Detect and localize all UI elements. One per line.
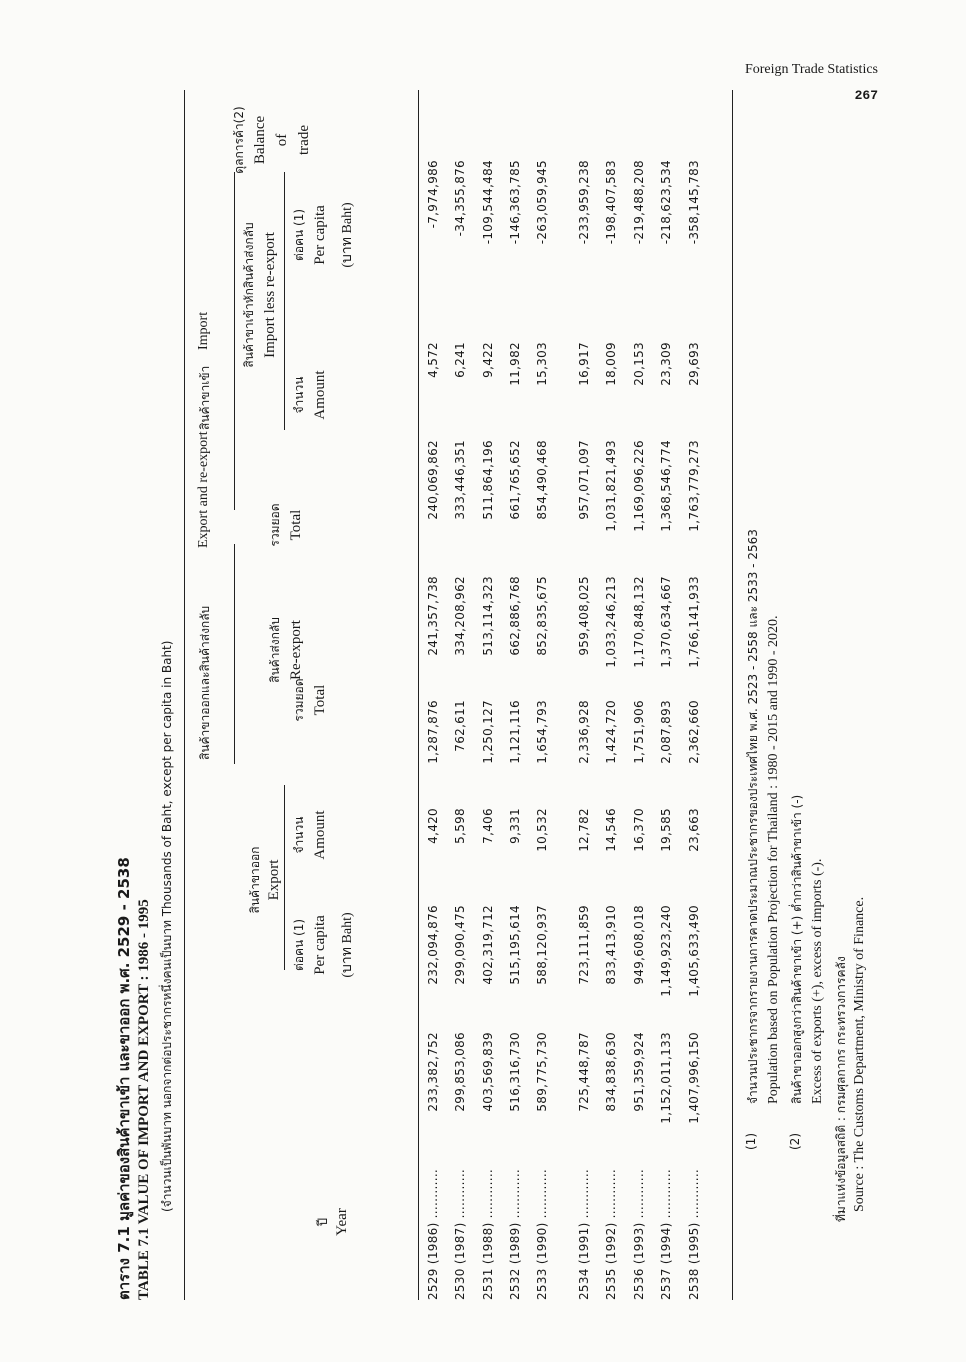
table-cell-balance: -233,959,238 <box>577 160 591 245</box>
col-export-total-en: Total <box>312 684 328 716</box>
table-cell-imp-total: 959,408,025 <box>577 576 591 656</box>
table-cell-reexport: 2,336,928 <box>577 700 591 764</box>
table-cell-balance: -146,363,785 <box>508 160 522 245</box>
table-cell-imp-total: 1,766,141,933 <box>687 576 701 668</box>
table-cell-exp-total: 299,853,086 <box>453 1032 467 1112</box>
table-cell-imp-percap: 15,303 <box>535 342 549 386</box>
table-cell-imp-amount: 957,071,097 <box>577 440 591 520</box>
table-cell-exp-amount: 723,111,859 <box>577 905 591 985</box>
table-title-thai: ตาราง 7.1 มูลค่าของสินค้าขาเข้า และขาออก พ.ศ. 2529 - 2538 <box>115 857 133 1300</box>
table-cell-imp-total: 852,835,675 <box>535 576 549 656</box>
table-cell-balance: -263,059,945 <box>535 160 549 245</box>
table-cell-exp-amount: 833,413,910 <box>604 905 618 985</box>
col-import-total-th: รวมยอด <box>268 503 282 547</box>
table-cell-imp-percap: 16,917 <box>577 342 591 386</box>
export-group-rule <box>234 544 235 764</box>
table-cell-exp-percap: 10,532 <box>535 808 549 852</box>
col-import-amount-en: Amount <box>312 370 328 420</box>
col-import-percap-en: Per capita <box>312 205 328 265</box>
table-cell-imp-amount: 1,169,096,226 <box>632 440 646 532</box>
col-year-th: ปี <box>316 1217 331 1227</box>
table-cell-balance: -34,355,876 <box>453 160 467 237</box>
table-cell-exp-amount: 232,094,876 <box>426 905 440 985</box>
table-cell-imp-total: 1,170,848,132 <box>632 576 646 668</box>
table-cell-exp-amount: 949,608,018 <box>632 905 646 985</box>
table-cell-exp-amount: 588,120,937 <box>535 905 549 985</box>
col-reexport-th: สินค้าส่งกลับ <box>268 617 282 683</box>
unit-note: (จำนวนเป็นพันบาท นอกจากต่อประชากรหนึ่งคนเป็นบาท Thousands of Baht, except per capita in Baht) <box>160 640 174 1212</box>
running-header: Foreign Trade Statistics <box>744 62 878 77</box>
table-cell-imp-amount: 1,031,821,493 <box>604 440 618 532</box>
table-cell-reexport: 2,362,660 <box>687 700 701 764</box>
source-thai: ที่มาแห่งข้อมูลสถิติ : กรมศุลกากร กระทรวงการคลัง <box>834 956 848 1222</box>
table-cell-reexport: 1,424,720 <box>604 700 618 764</box>
table-cell-imp-percap: 11,982 <box>508 342 522 386</box>
table-cell-exp-total: 233,382,752 <box>426 1032 440 1112</box>
table-cell-balance: -218,623,534 <box>659 160 673 245</box>
table-cell-exp-total: 725,448,787 <box>577 1032 591 1112</box>
note1-english: Population based on Population Projection for Thailand : 1980 - 2015 and 1990 - 2020. <box>766 615 781 1104</box>
note1-mark: (1) <box>744 1133 758 1150</box>
table-cell-imp-total: 513,114,323 <box>481 576 495 656</box>
table-cell-imp-amount: 661,765,652 <box>508 440 522 520</box>
table-cell-imp-amount: 240,069,862 <box>426 440 440 520</box>
col-balance-en1: Balance <box>252 115 268 165</box>
source-english: Source : The Customs Department, Ministry of Finance. <box>852 896 867 1212</box>
table-cell-exp-percap: 23,663 <box>687 808 701 852</box>
table-cell-imp-total: 334,208,962 <box>453 576 467 656</box>
table-cell-exp-amount: 515,195,614 <box>508 905 522 985</box>
table-cell-reexport: 1,287,876 <box>426 700 440 764</box>
import-sub-th: สินค้าขาเข้าหักสินค้าส่งกลับ <box>242 222 256 368</box>
table-cell-exp-amount: 1,149,923,240 <box>659 905 673 997</box>
table-cell-imp-total: 1,033,246,213 <box>604 576 618 668</box>
import-group-rule <box>234 172 235 510</box>
col-export-total-th: รวมยอด <box>292 678 306 722</box>
col-import-amount-th: จำนวน <box>292 376 306 414</box>
table-cell-imp-amount: 1,763,779,273 <box>687 440 701 532</box>
table-title-english: TABLE 7.1 VALUE OF IMPORT AND EXPORT : 1986 - 1995 <box>136 899 152 1300</box>
col-import-percap-unit: (บาท Baht) <box>340 202 355 268</box>
table-cell-exp-total: 1,152,011,133 <box>659 1032 673 1124</box>
table-cell-exp-percap: 16,370 <box>632 808 646 852</box>
table-cell-imp-percap: 9,422 <box>481 342 495 378</box>
table-cell-exp-percap: 5,598 <box>453 808 467 844</box>
table-cell-exp-total: 1,407,996,150 <box>687 1032 701 1124</box>
table-cell-imp-percap: 18,009 <box>604 342 618 386</box>
table-row-year: 2532 (1989) ............ <box>508 1168 522 1300</box>
col-year-en: Year <box>334 1208 350 1236</box>
table-cell-exp-total: 516,316,730 <box>508 1032 522 1112</box>
table-cell-imp-amount: 333,446,351 <box>453 440 467 520</box>
table-row-year: 2536 (1993) ............ <box>632 1168 646 1300</box>
export-group-th: สินค้าขาออกและสินค้าส่งกลับ <box>198 605 212 760</box>
export-group-en: Export and re-export <box>196 431 211 548</box>
table-cell-imp-total: 662,886,768 <box>508 576 522 656</box>
table-row-year: 2531 (1988) ............ <box>481 1168 495 1300</box>
table-cell-imp-amount: 1,368,546,774 <box>659 440 673 532</box>
table-cell-imp-percap: 4,572 <box>426 342 440 378</box>
table-cell-exp-total: 834,838,630 <box>604 1032 618 1112</box>
table-row-year: 2535 (1992) ............ <box>604 1168 618 1300</box>
import-sub-rule <box>284 172 285 430</box>
page-number: 267 <box>854 88 878 103</box>
col-export-amount-en: Amount <box>312 810 328 860</box>
table-cell-exp-percap: 14,546 <box>604 808 618 852</box>
export-sub-rule <box>284 785 285 970</box>
table-cell-exp-percap: 9,331 <box>508 808 522 844</box>
import-group-en: Import <box>196 311 211 350</box>
import-sub-en: Import less re-export <box>262 232 278 358</box>
col-export-amount-th: จำนวน <box>292 816 306 854</box>
table-cell-imp-percap: 6,241 <box>453 342 467 378</box>
table-cell-imp-total: 241,357,738 <box>426 576 440 656</box>
table-cell-exp-percap: 19,585 <box>659 808 673 852</box>
table-bottom-rule <box>732 90 733 1300</box>
col-reexport-en: Re-export <box>288 620 304 680</box>
rotated-table-page <box>90 80 870 1300</box>
table-cell-balance: -358,145,783 <box>687 160 701 245</box>
table-cell-exp-amount: 402,319,712 <box>481 905 495 985</box>
export-sub-en: Export <box>266 859 282 901</box>
col-import-percap-th: ต่อคน (1) <box>292 208 306 262</box>
table-cell-reexport: 1,121,116 <box>508 700 522 764</box>
note2-mark: (2) <box>788 1133 802 1150</box>
table-cell-imp-total: 1,370,634,667 <box>659 576 673 668</box>
col-balance-en2: of <box>274 133 290 147</box>
import-group-th: สินค้าขาเข้า <box>198 365 212 430</box>
table-cell-reexport: 1,654,793 <box>535 700 549 764</box>
table-cell-exp-amount: 1,405,633,490 <box>687 905 701 997</box>
table-row-year: 2534 (1991) ............ <box>577 1168 591 1300</box>
table-row-year: 2530 (1987) ............ <box>453 1168 467 1300</box>
table-cell-reexport: 1,250,127 <box>481 700 495 764</box>
table-cell-exp-total: 951,359,924 <box>632 1032 646 1112</box>
table-cell-balance: -198,407,583 <box>604 160 618 245</box>
table-cell-imp-percap: 29,693 <box>687 342 701 386</box>
table-cell-balance: -219,488,208 <box>632 160 646 245</box>
export-sub-th: สินค้าขาออก <box>248 846 262 914</box>
note1-thai: จำนวนประชากรจากรายงานการคาดประมาณประชากรของประเทศไทย พ.ศ. 2523 - 2558 และ 2533 - 2563 <box>746 529 760 1104</box>
table-cell-imp-percap: 20,153 <box>632 342 646 386</box>
table-cell-exp-amount: 299,090,475 <box>453 905 467 985</box>
table-top-rule <box>184 90 185 1300</box>
table-cell-exp-total: 589,775,730 <box>535 1032 549 1112</box>
table-cell-exp-percap: 7,406 <box>481 808 495 844</box>
header-bottom-rule <box>418 90 419 1300</box>
table-cell-reexport: 762,611 <box>453 700 467 752</box>
col-export-percap-unit: (บาท Baht) <box>340 912 355 978</box>
table-row-year: 2537 (1994) ............ <box>659 1168 673 1300</box>
table-cell-exp-percap: 4,420 <box>426 808 440 844</box>
table-cell-imp-amount: 511,864,196 <box>481 440 495 520</box>
table-row-year: 2538 (1995) ............ <box>687 1168 701 1300</box>
col-export-percap-th: ต่อคน (1) <box>292 918 306 972</box>
col-balance-en3: trade <box>296 125 312 155</box>
note2-english: Excess of exports (+), excess of imports (-). <box>810 858 825 1104</box>
col-export-percap-en: Per capita <box>312 915 328 975</box>
table-cell-balance: -109,544,484 <box>481 160 495 245</box>
table-cell-exp-total: 403,569,839 <box>481 1032 495 1112</box>
table-cell-imp-percap: 23,309 <box>659 342 673 386</box>
table-cell-balance: -7,974,986 <box>426 160 440 229</box>
col-import-total-en: Total <box>288 509 304 541</box>
table-cell-imp-amount: 854,490,468 <box>535 440 549 520</box>
table-cell-reexport: 2,087,893 <box>659 700 673 764</box>
col-balance-th: ดุลการค้า(2) <box>232 106 246 174</box>
table-row-year: 2533 (1990) ............ <box>535 1168 549 1300</box>
note2-thai: สินค้าขาออกสูงกว่าสินค้าขาเข้า (+) ต่ำกว่าสินค้าขาเข้า (-) <box>790 794 804 1104</box>
table-row-year: 2529 (1986) ............ <box>426 1168 440 1300</box>
table-cell-exp-percap: 12,782 <box>577 808 591 852</box>
table-cell-reexport: 1,751,906 <box>632 700 646 764</box>
